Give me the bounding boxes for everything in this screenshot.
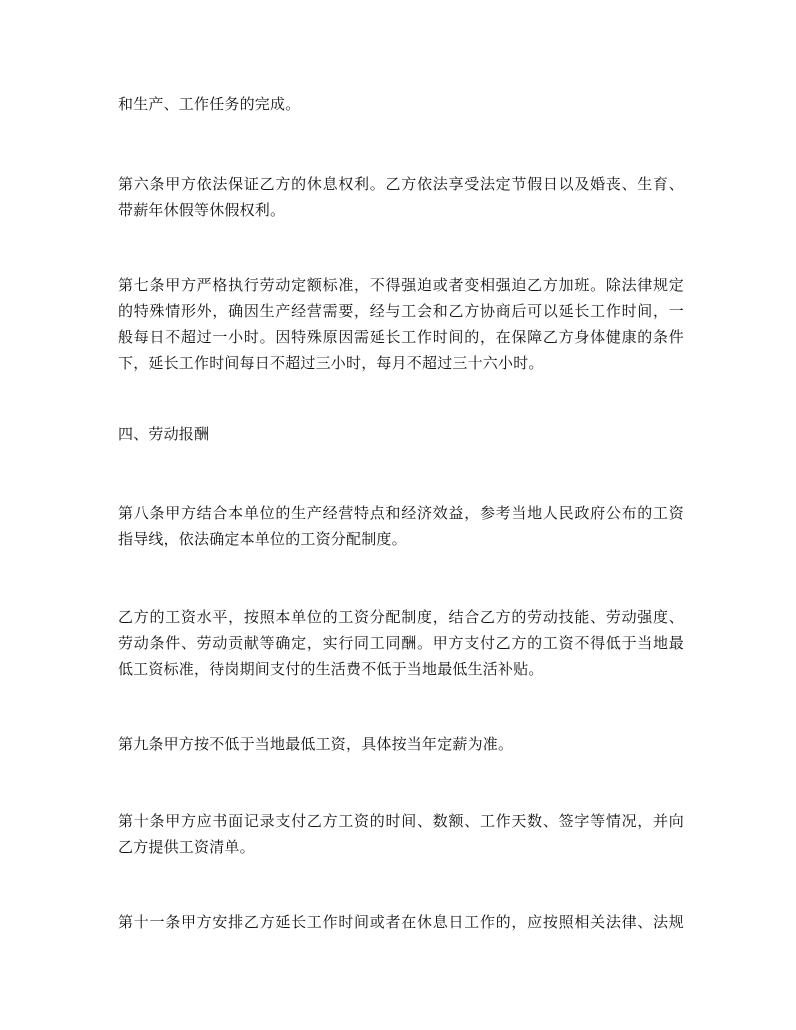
paragraph-article-10 <box>118 808 684 860</box>
text-line: 乙方提供工资清单。 <box>118 838 255 856</box>
paragraph-article-7 <box>118 272 684 376</box>
text-line: 第九条甲方按不低于当地最低工资，具体按当年定薪为准。 <box>118 735 514 753</box>
text-line: 的特殊情形外，确因生产经营需要，经与工会和乙方协商后可以延长工作时间，一 <box>118 302 684 320</box>
text-line: 低工资标准，待岗期间支付的生活费不低于当地最低生活补贴。 <box>118 660 544 678</box>
paragraph-article-6 <box>118 171 684 223</box>
text-line: 乙方的工资水平，按照本单位的工资分配制度，结合乙方的劳动技能、劳动强度、 <box>118 608 684 626</box>
text-line: 第七条甲方严格执行劳动定额标准，不得强迫或者变相强迫乙方加班。除法律规定 <box>118 276 684 294</box>
text-line: 指导线，依法确定本单位的工资分配制度。 <box>118 530 407 548</box>
paragraph-continuation <box>118 91 684 117</box>
text-line: 四、劳动报酬 <box>118 425 210 443</box>
paragraph-article-8 <box>118 500 684 552</box>
text-line: 带薪年休假等休假权利。 <box>118 201 286 219</box>
text-line: 般每日不超过一小时。因特殊原因需延长工作时间的，在保障乙方身体健康的条件 <box>118 328 684 346</box>
text-line: 第十条甲方应书面记录支付乙方工资的时间、数额、工作天数、签字等情况，并向 <box>118 812 684 830</box>
text-line: 和生产、工作任务的完成。 <box>118 95 301 113</box>
section-heading-remuneration <box>118 421 684 447</box>
text-line: 第十一条甲方安排乙方延长工作时间或者在休息日工作的，应按照相关法律、法规 <box>118 913 684 931</box>
paragraph-article-11 <box>118 909 684 935</box>
text-line: 下，延长工作时间每日不超过三小时，每月不超过三十六小时。 <box>118 354 544 372</box>
text-line: 劳动条件、劳动贡献等确定，实行同工同酬。甲方支付乙方的工资不得低于当地最 <box>118 634 684 652</box>
paragraph-article-9 <box>118 731 684 757</box>
paragraph-wage-level <box>118 604 684 682</box>
text-line: 第六条甲方依法保证乙方的休息权利。乙方依法享受法定节假日以及婚丧、生育、 <box>118 175 684 193</box>
text-line: 第八条甲方结合本单位的生产经营特点和经济效益，参考当地人民政府公布的工资 <box>118 504 684 522</box>
